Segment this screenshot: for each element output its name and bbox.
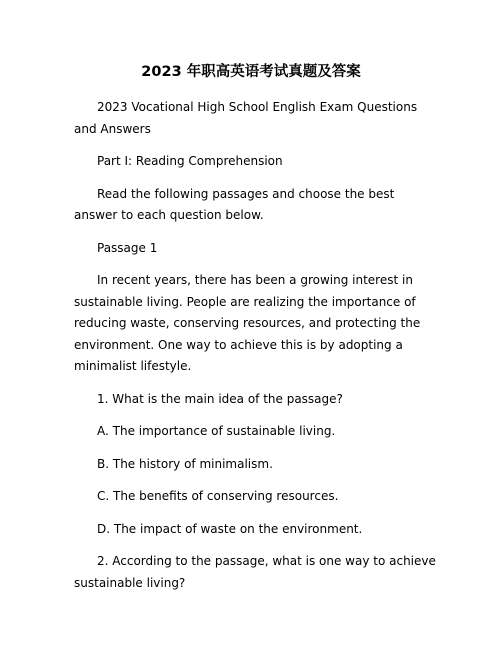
document-body — [74, 97, 436, 605]
option-a: A. The importance of sustainable living. — [97, 424, 336, 438]
subtitle-paragraph: 2023 Vocational High School English Exam Questions and Answers — [74, 100, 418, 136]
option-c: C. The benefits of conserving resources. — [97, 489, 339, 503]
section-heading: Part I: Reading Comprehension — [97, 154, 283, 168]
option-b: B. The history of minimalism. — [97, 456, 273, 471]
passage-label: Passage 1 — [97, 240, 158, 255]
option-d: D. The impact of waste on the environment. — [97, 521, 363, 536]
question-2: 2. According to the passage, what is one way to achieve sustainable living? — [74, 554, 436, 590]
question-1: 1. What is the main idea of the passage? — [97, 391, 343, 406]
document-title: 2023 年职高英语考试真题及答案 — [141, 64, 361, 80]
passage-text: In recent years, there has been a growing interest in sustainable living. People are realizing the importance of reducing waste, conserving resources, and protecting the environment. One way to achieve this is by adopting a minimalist lifestyle. — [74, 273, 421, 373]
instructions-paragraph: Read the following passages and choose the best answer to each question below. — [74, 186, 395, 222]
